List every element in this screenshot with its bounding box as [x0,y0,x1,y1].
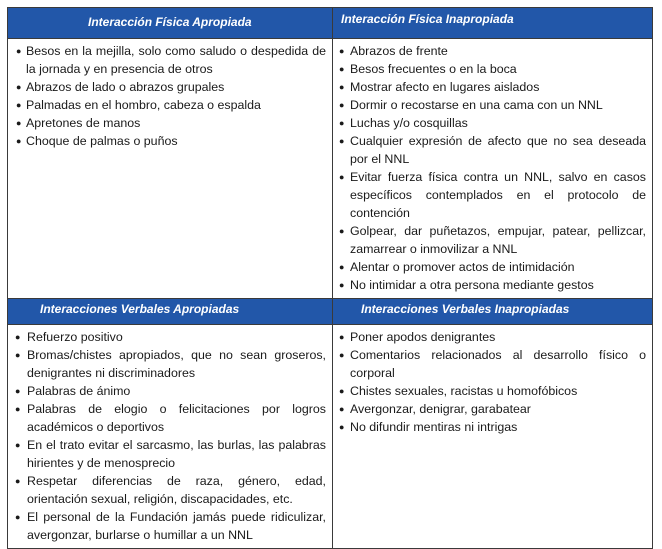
list-item [333,60,646,78]
list-item [333,400,646,418]
list-item [333,168,646,222]
bullet-icon: ● [339,422,345,432]
list-item [333,114,646,132]
bullet-icon: ● [339,118,345,128]
list-item-text: Abrazos de frente [350,44,448,58]
list-item [333,418,646,436]
list-item-text: Besos en la mejilla, solo como saludo o despedida de la jornada y en presencia de otros [26,44,326,76]
bullet-icon: ● [339,46,345,56]
list-item-text: Dormir o recostarse en una cama con un NNL [350,98,603,112]
bullet-icon: ● [16,118,22,128]
list-item-text: Chistes sexuales, racistas u homofóbicos [350,384,578,398]
list-item-text: Refuerzo positivo [27,330,123,344]
list-item [8,382,326,400]
list-item [333,346,646,382]
bullet-icon: ● [339,404,345,414]
bullet-icon: ● [339,350,345,360]
list-item-text: Palabras de elogio o felicitaciones por logros académicos o deportivos [27,402,326,434]
list-item-text: Apretones de manos [26,116,141,130]
bullet-icon: ● [339,136,345,146]
bullet-icon: ● [15,440,21,450]
bullet-icon: ● [339,332,345,342]
list-item-text: Choque de palmas o puños [26,134,178,148]
bullet-icon: ● [339,172,345,182]
bullet-icon: ● [339,262,345,272]
list-item [8,132,326,150]
list-item [8,328,326,346]
header-physical-inappropriate: Interacción Física Inapropiada [333,8,653,39]
header-physical-appropriate: Interacción Física Apropiada [8,8,333,39]
bullet-icon: ● [339,100,345,110]
list-item [333,382,646,400]
bullet-icon: ● [15,350,21,360]
list-physical-inappropriate [333,39,652,298]
list-verbal-appropriate [8,325,332,548]
list-item [8,114,326,132]
bullet-icon: ● [16,100,22,110]
list-item-text: Comentarios relacionados al desarrollo físico o corporal [350,348,646,380]
bullet-icon: ● [16,136,22,146]
list-item-text: Evitar fuerza física contra un NNL, salvo en casos específicos contemplados en el protocolo de contención [350,170,646,220]
list-item [8,78,326,96]
list-item-text: Alentar o promover actos de intimidación [350,260,575,274]
list-item-text: Golpear, dar puñetazos, empujar, patear, pellizcar, zamarrear o inmovilizar a NNL [350,224,646,256]
list-physical-appropriate [8,39,332,154]
list-item [333,328,646,346]
header-verbal-appropriate: Interacciones Verbales Apropiadas [8,299,333,325]
list-item-text: No intimidar a otra persona mediante gestos [350,278,594,292]
list-verbal-inappropriate [333,325,652,440]
list-item [8,346,326,382]
list-item-text: En el trato evitar el sarcasmo, las burlas, las palabras hirientes y de menosprecio [27,438,326,470]
bullet-icon: ● [16,82,22,92]
list-item [333,258,646,276]
list-item [333,276,646,294]
list-item [333,132,646,168]
bullet-icon: ● [339,226,345,236]
list-item [333,78,646,96]
list-item [8,472,326,508]
list-item-text: Abrazos de lado o abrazos grupales [26,80,225,94]
cell-verbal-inappropriate [333,325,653,549]
header-verbal-inappropriate: Interacciones Verbales Inapropiadas [333,299,653,325]
list-item-text: Palabras de ánimo [27,384,131,398]
list-item [333,96,646,114]
list-item [8,42,326,78]
list-item [8,508,326,544]
interaction-table [7,7,653,549]
cell-verbal-appropriate [8,325,333,549]
list-item-text: Poner apodos denigrantes [350,330,496,344]
bullet-icon: ● [16,46,22,56]
bullet-icon: ● [339,386,345,396]
list-item [333,42,646,60]
list-item-text: Besos frecuentes o en la boca [350,62,517,76]
list-item [333,222,646,258]
list-item-text: Bromas/chistes apropiados, que no sean groseros, denigrantes ni discriminadores [27,348,326,380]
list-item-text: Cualquier expresión de afecto que no sea deseada por el NNL [350,134,646,166]
list-item-text: Mostrar afecto en lugares aislados [350,80,540,94]
cell-physical-inappropriate [333,39,653,299]
list-item-text: Luchas y/o cosquillas [350,116,468,130]
bullet-icon: ● [339,82,345,92]
bullet-icon: ● [15,512,21,522]
list-item-text: Respetar diferencias de raza, género, edad, orientación sexual, religión, discapacidades, etc. [27,474,326,506]
list-item-text: Avergonzar, denigrar, garabatear [350,402,531,416]
bullet-icon: ● [15,476,21,486]
list-item-text: Palmadas en el hombro, cabeza o espalda [26,98,261,112]
cell-physical-appropriate [8,39,333,299]
list-item-text: No difundir mentiras ni intrigas [350,420,518,434]
bullet-icon: ● [15,332,21,342]
list-item [8,400,326,436]
bullet-icon: ● [15,404,21,414]
list-item-text: El personal de la Fundación jamás puede ridiculizar, avergonzar, burlarse o humillar a un NNL [27,510,326,542]
bullet-icon: ● [339,280,345,290]
list-item [8,96,326,114]
bullet-icon: ● [339,64,345,74]
list-item [8,436,326,472]
bullet-icon: ● [15,386,21,396]
